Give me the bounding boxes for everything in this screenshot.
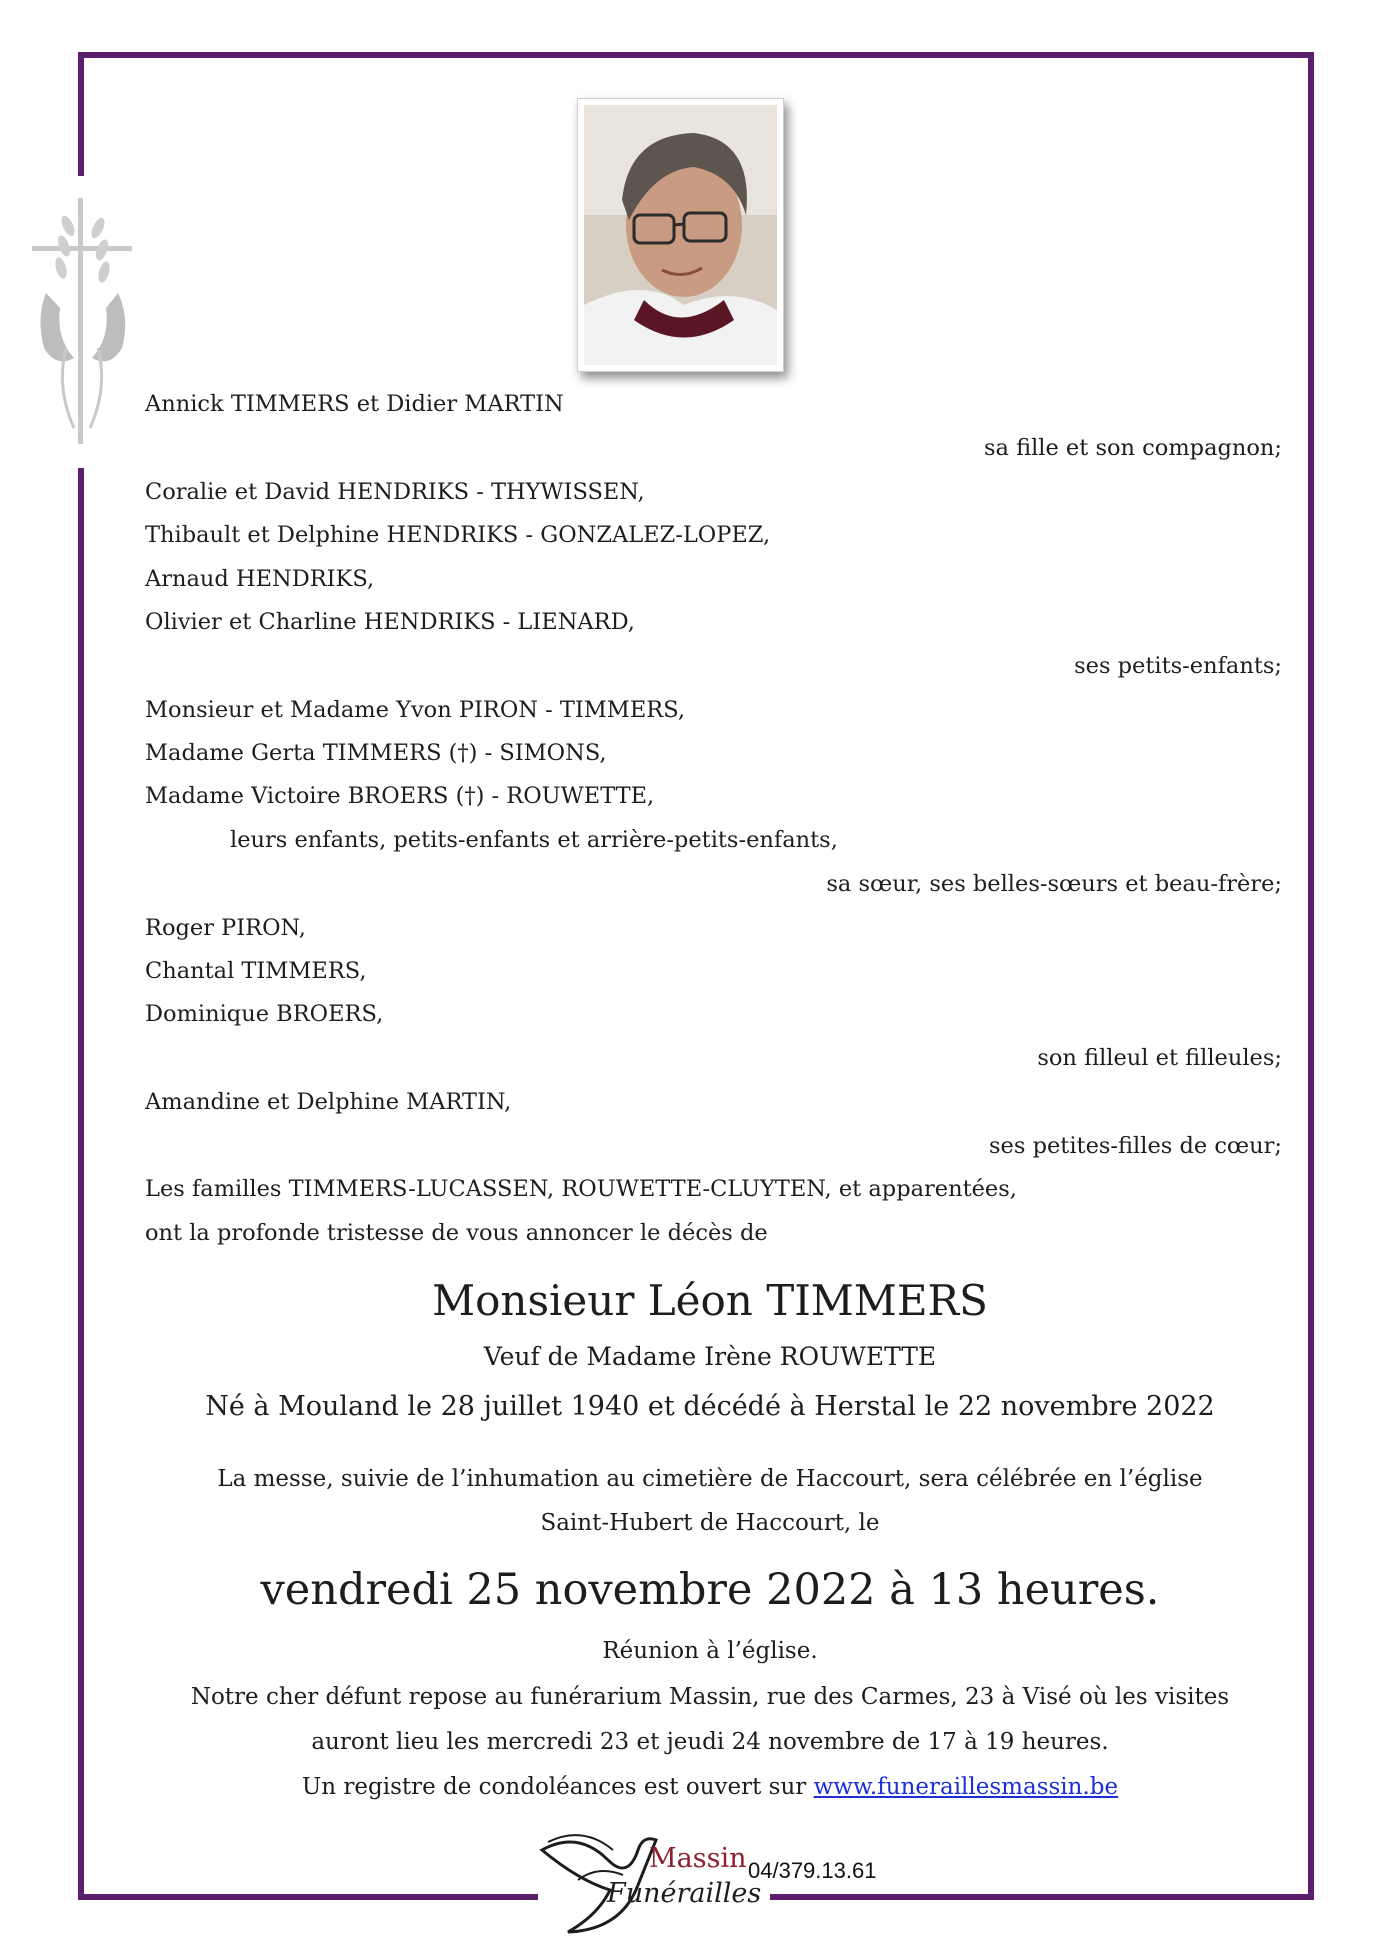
condolences-line: [110, 1770, 1310, 1804]
frame-top: [78, 52, 1314, 58]
frame-bottom-right: [770, 1894, 1314, 1900]
family-line: Chantal TIMMERS,: [145, 958, 367, 984]
family-relation: ses petites-filles de cœur;: [989, 1133, 1282, 1159]
frame-left-lower: [78, 468, 84, 1900]
visits-line-2: auront lieu les mercredi 23 et jeudi 24 novembre de 17 à 19 heures.: [311, 1729, 1109, 1755]
family-line: ont la profonde tristesse de vous annoncer le décès de: [145, 1220, 768, 1246]
visits-line-1: Notre cher défunt repose au funérarium Massin, rue des Carmes, 23 à Visé où les visites: [190, 1684, 1230, 1710]
frame-left-upper: [78, 52, 84, 176]
cross-wheat-icon: [26, 198, 138, 444]
family-line: Roger PIRON,: [145, 915, 306, 941]
condolences-link[interactable]: www.funeraillesmassin.be: [813, 1774, 1119, 1800]
family-line: Olivier et Charline HENDRIKS - LIENARD,: [145, 609, 635, 635]
family-line: Madame Gerta TIMMERS (†) - SIMONS,: [145, 740, 607, 766]
ceremony-line-2: Saint-Hubert de Haccourt, le: [540, 1510, 880, 1536]
frame-bottom-left: [78, 1894, 538, 1900]
family-line: leurs enfants, petits-enfants et arrière-petits-enfants,: [230, 827, 838, 853]
family-line: Thibault et Delphine HENDRIKS - GONZALEZ-LOPEZ,: [145, 522, 771, 548]
family-line: Monsieur et Madame Yvon PIRON - TIMMERS,: [145, 697, 685, 723]
family-relation: sa sœur, ses belles-sœurs et beau-frère;: [826, 871, 1282, 897]
family-line: Amandine et Delphine MARTIN,: [145, 1089, 512, 1115]
phone-number: 04/379.13.61: [748, 1858, 877, 1883]
ceremony-line-1: La messe, suivie de l’inhumation au cimetière de Haccourt, sera célébrée en l’église: [217, 1466, 1203, 1492]
portrait-photo: [577, 98, 784, 372]
family-line: Dominique BROERS,: [145, 1001, 384, 1027]
portrait-image: [584, 105, 777, 365]
brand-massin: Massin: [649, 1843, 747, 1874]
ceremony-date: vendredi 25 novembre 2022 à 13 heures.: [260, 1565, 1160, 1615]
condolences-text: Un registre de condoléances est ouvert sur: [301, 1774, 807, 1800]
family-line: Annick TIMMERS et Didier MARTIN: [145, 391, 564, 417]
family-line: Madame Victoire BROERS (†) - ROUWETTE,: [145, 783, 655, 809]
deceased-name: Monsieur Léon TIMMERS: [432, 1276, 988, 1325]
brand-funerailles: Funérailles: [607, 1878, 762, 1909]
meeting-note: Réunion à l’église.: [602, 1638, 818, 1664]
family-relation: sa fille et son compagnon;: [983, 435, 1282, 461]
family-line: Les familles TIMMERS-LUCASSEN, ROUWETTE-CLUYTEN, et apparentées,: [145, 1176, 1017, 1202]
family-relation: son filleul et filleules;: [1037, 1045, 1282, 1071]
widow-of: Veuf de Madame Irène ROUWETTE: [483, 1342, 937, 1371]
family-relation: ses petits-enfants;: [1074, 653, 1282, 679]
frame-right: [1308, 52, 1314, 1900]
life-dates: Né à Mouland le 28 juillet 1940 et décédé à Herstal le 22 novembre 2022: [205, 1391, 1215, 1422]
family-line: Coralie et David HENDRIKS - THYWISSEN,: [145, 479, 645, 505]
family-line: Arnaud HENDRIKS,: [145, 566, 375, 592]
